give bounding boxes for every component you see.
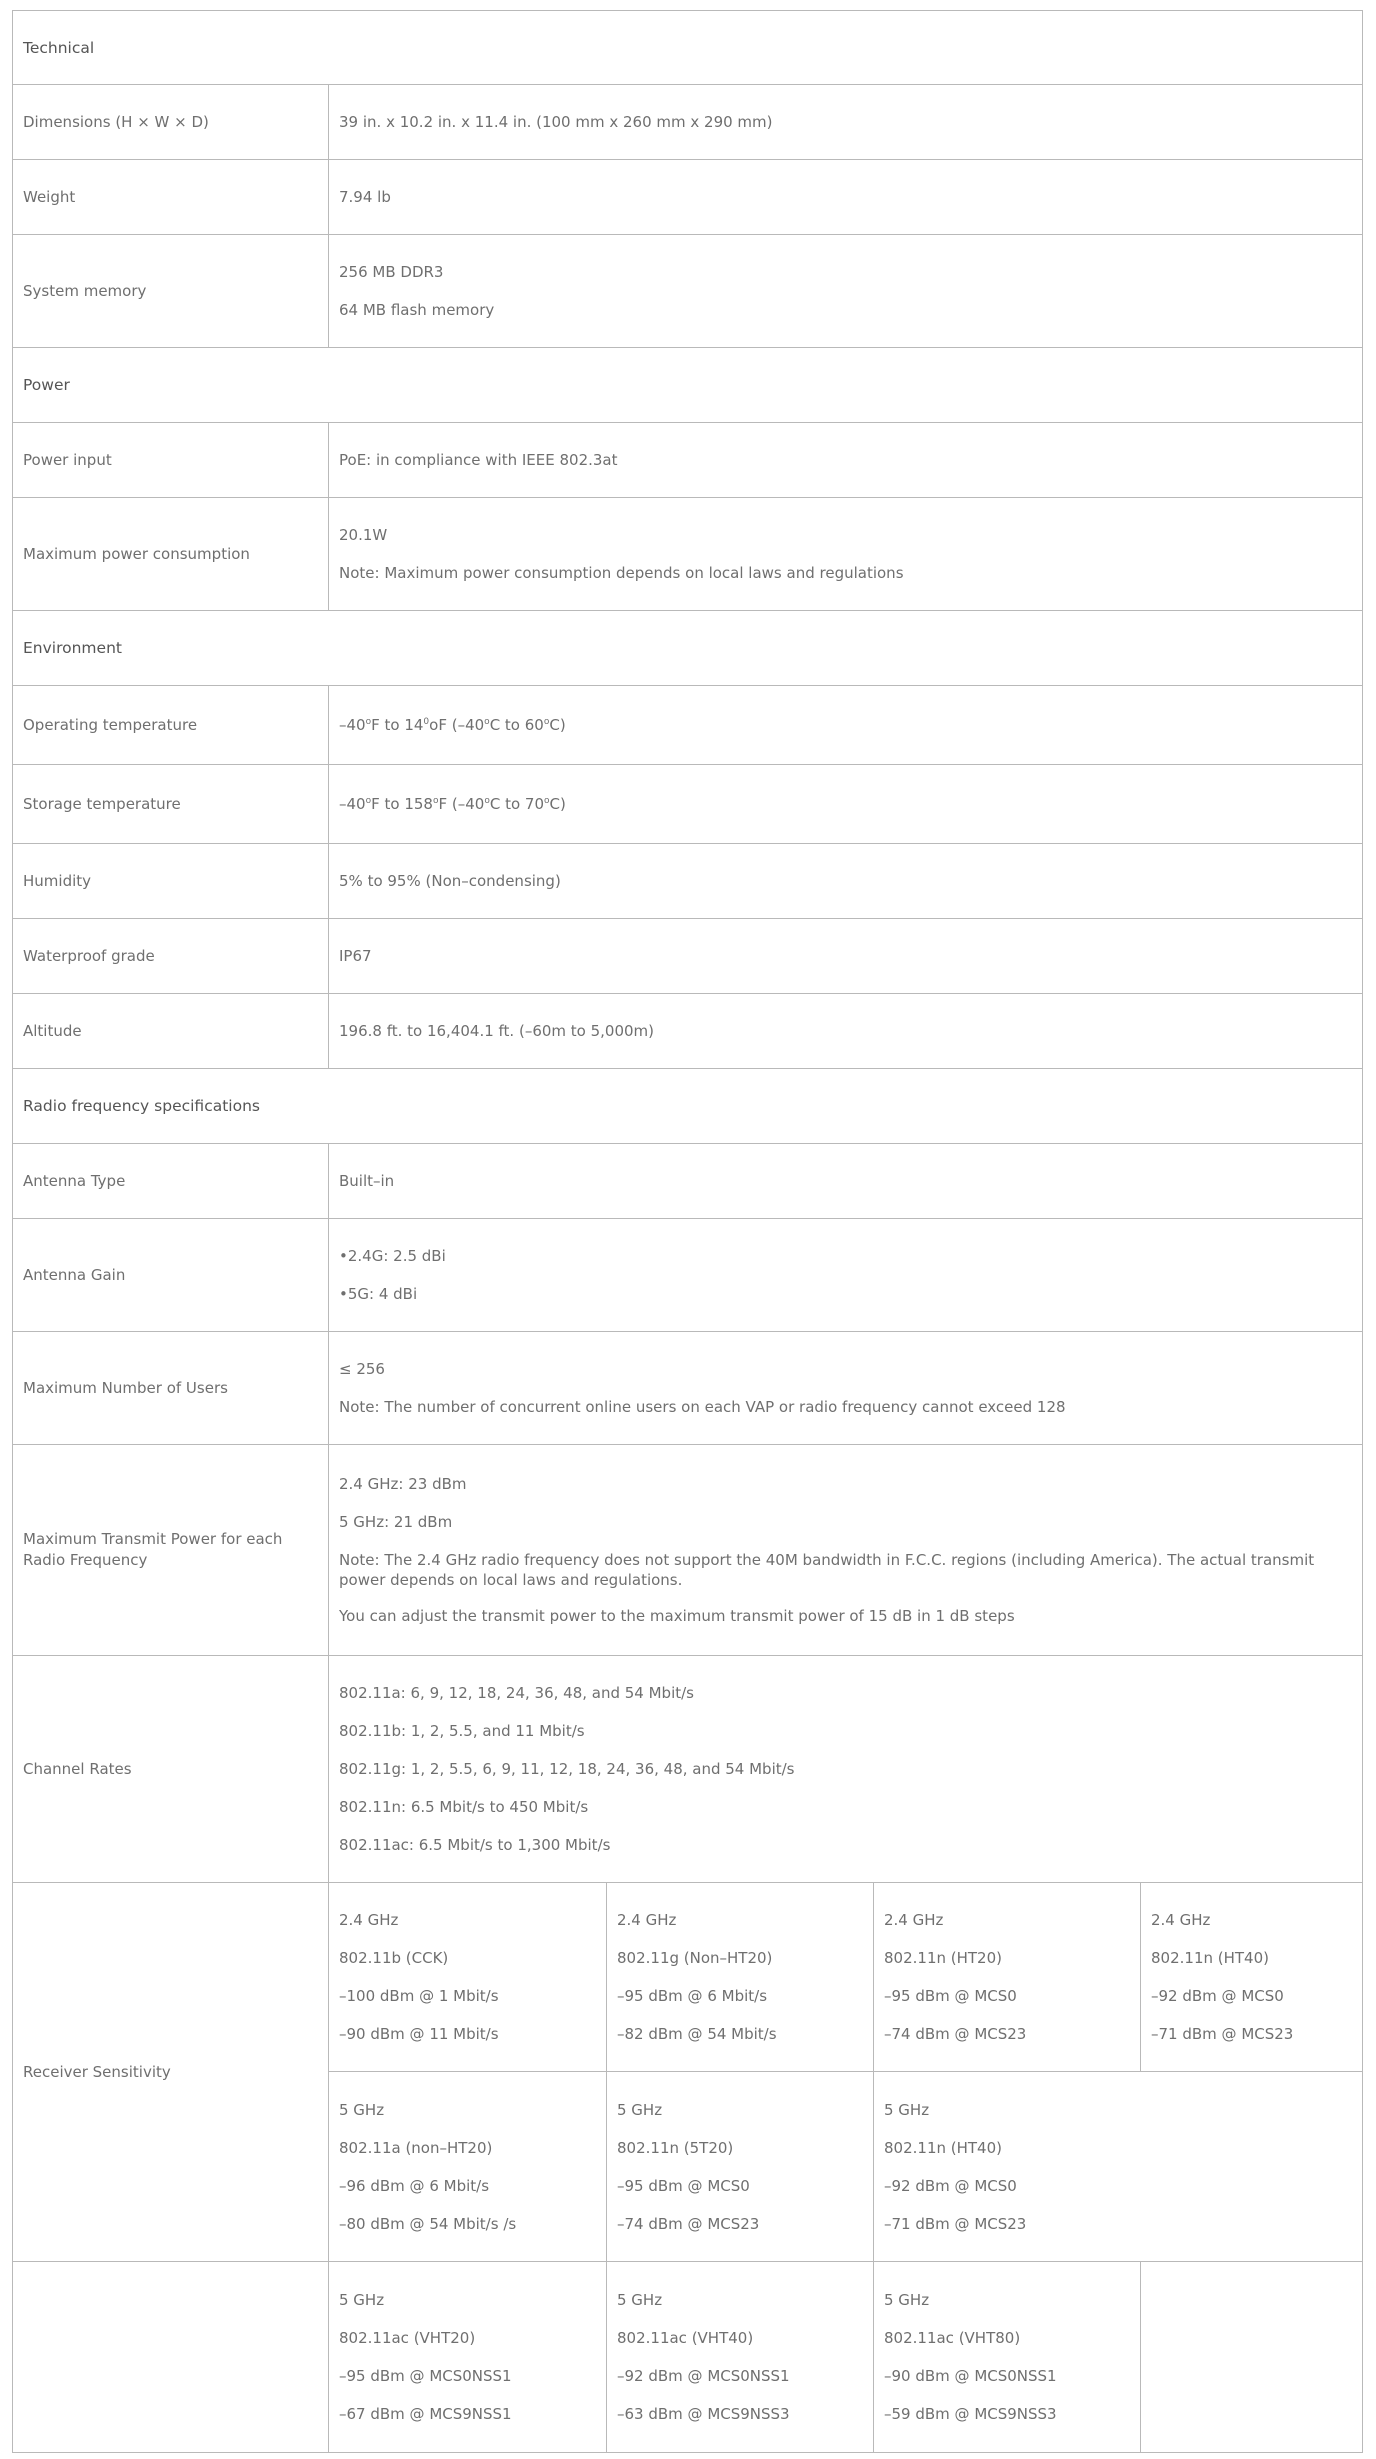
spec-value <box>329 498 1362 610</box>
spec-row-receiver-sensitivity-ac <box>12 2262 1363 2453</box>
sensitivity-cell: 2.4 GHz 802.11g (Non–HT20) –95 dBm @ 6 Mbit/s –82 dBm @ 54 Mbit/s <box>607 1883 874 2071</box>
spec-label: Dimensions (H × W × D) <box>13 85 329 159</box>
value-text: 256 MB DDR3 <box>339 263 444 281</box>
value-text: 802.11ac: 6.5 Mbit/s to 1,300 Mbit/s <box>339 1836 611 1854</box>
spec-value <box>329 1219 1362 1331</box>
section-title: Environment <box>23 639 122 657</box>
spec-label: Receiver Sensitivity <box>13 1883 329 2261</box>
spec-row-dimensions <box>12 85 1363 160</box>
value-text: Note: The 2.4 GHz radio frequency does not support the 40M bandwidth in F.C.C. regions (including America). The actual transmit power depends on local laws and regulations. <box>339 1551 1315 1589</box>
spec-value <box>329 1332 1362 1444</box>
value-text: IP67 <box>339 947 372 965</box>
value-text: 802.11b: 1, 2, 5.5, and 11 Mbit/s <box>339 1722 585 1740</box>
spec-label: System memory <box>13 235 329 347</box>
spec-value <box>329 1445 1362 1655</box>
spec-row-antenna-type <box>12 1144 1363 1219</box>
spec-row-memory <box>12 235 1363 348</box>
spec-value <box>329 160 1362 234</box>
spec-row-weight <box>12 160 1363 235</box>
spec-row-channel-rates <box>12 1656 1363 1883</box>
spec-row-max-users <box>12 1332 1363 1445</box>
spec-label: Antenna Type <box>13 1144 329 1218</box>
spec-value <box>329 919 1362 993</box>
section-title: Radio frequency specifications <box>23 1097 260 1115</box>
value-text: Note: The number of concurrent online users on each VAP or radio frequency cannot exceed 128 <box>339 1398 1066 1416</box>
value-text: Built–in <box>339 1172 395 1190</box>
value-text: 196.8 ft. to 16,404.1 ft. (–60m to 5,000m) <box>339 1022 655 1040</box>
sensitivity-row-2 <box>329 2072 1362 2261</box>
value-text: •5G: 4 dBi <box>339 1285 418 1303</box>
value-text: –40$^o$F to $14^0oF$ (–40$^o$C to 60$^o$C) <box>339 716 566 734</box>
sensitivity-cell-empty <box>1141 2262 1362 2452</box>
sensitivity-grid <box>329 1883 1362 2261</box>
value-text: 64 MB flash memory <box>339 301 495 319</box>
value-text: Note: Maximum power consumption depends on local laws and regulations <box>339 564 904 582</box>
spec-row-transmit-power <box>12 1445 1363 1656</box>
spec-label: Maximum Transmit Power for each Radio Frequency <box>13 1445 329 1655</box>
value-text: 7.94 lb <box>339 188 391 206</box>
value-text: ≤ 256 <box>339 1360 385 1378</box>
spec-row-humidity <box>12 844 1363 919</box>
spec-value <box>329 765 1362 843</box>
sensitivity-cell: 2.4 GHz 802.11n (HT40) –92 dBm @ MCS0 –71 dBm @ MCS23 <box>1151 1911 1294 2043</box>
spec-label-empty <box>13 2262 329 2452</box>
value-text: 802.11a: 6, 9, 12, 18, 24, 36, 48, and 54 Mbit/s <box>339 1684 694 1702</box>
value-text: 5% to 95% (Non–condensing) <box>339 872 561 890</box>
section-environment <box>12 611 1363 686</box>
spec-label: Operating temperature <box>13 686 329 764</box>
spec-row-receiver-sensitivity <box>12 1883 1363 2262</box>
spec-label: Maximum Number of Users <box>13 1332 329 1444</box>
spec-label: Storage temperature <box>13 765 329 843</box>
value-text: 39 in. x 10.2 in. x 11.4 in. (100 mm x 260 mm x 290 mm) <box>339 113 773 131</box>
spec-row-power-consumption <box>12 498 1363 611</box>
spec-label: Maximum power consumption <box>13 498 329 610</box>
value-text: 802.11n: 6.5 Mbit/s to 450 Mbit/s <box>339 1798 589 1816</box>
spec-value <box>329 1656 1362 1882</box>
spec-label: Antenna Gain <box>13 1219 329 1331</box>
section-title: Power <box>23 376 70 394</box>
sensitivity-cell: 5 GHz 802.11ac (VHT80) –90 dBm @ MCS0NSS1 –59 dBm @ MCS9NSS3 <box>874 2262 1141 2452</box>
sensitivity-cell: 5 GHz 802.11a (non–HT20) –96 dBm @ 6 Mbit/s –80 dBm @ 54 Mbit/s /s <box>329 2072 607 2261</box>
value-text: 802.11g: 1, 2, 5.5, 6, 9, 11, 12, 18, 24, 36, 48, and 54 Mbit/s <box>339 1760 795 1778</box>
sensitivity-row-1 <box>329 1883 1362 2072</box>
spec-value <box>329 423 1362 497</box>
section-radio <box>12 1069 1363 1144</box>
spec-row-altitude <box>12 994 1363 1069</box>
section-power <box>12 348 1363 423</box>
spec-row-storage-temperature <box>12 765 1363 844</box>
spec-value <box>329 85 1362 159</box>
spec-label: Humidity <box>13 844 329 918</box>
value-text: You can adjust the transmit power to the maximum transmit power of 15 dB in 1 dB steps <box>339 1607 1015 1625</box>
spec-value <box>329 994 1362 1068</box>
spec-value <box>329 844 1362 918</box>
section-title: Technical <box>23 38 95 57</box>
sensitivity-cell: 5 GHz 802.11ac (VHT20) –95 dBm @ MCS0NSS1 –67 dBm @ MCS9NSS1 <box>329 2262 607 2452</box>
spec-label: Weight <box>13 160 329 234</box>
section-technical <box>12 10 1363 85</box>
sensitivity-cell: 2.4 GHz 802.11b (CCK) –100 dBm @ 1 Mbit/s –90 dBm @ 11 Mbit/s <box>329 1883 607 2071</box>
sensitivity-cell: 2.4 GHz 802.11n (HT20) –95 dBm @ MCS0 –74 dBm @ MCS23 <box>874 1883 1141 2071</box>
spec-value <box>329 686 1362 764</box>
spec-row-power-input <box>12 423 1363 498</box>
sensitivity-cell: 5 GHz 802.11n (HT40) –92 dBm @ MCS0 –71 dBm @ MCS23 <box>884 2100 1027 2233</box>
spec-table <box>12 10 1363 2453</box>
spec-value <box>329 235 1362 347</box>
sensitivity-cell: 5 GHz 802.11n (5T20) –95 dBm @ MCS0 –74 dBm @ MCS23 <box>607 2072 874 2261</box>
spec-value <box>329 1144 1362 1218</box>
value-text: 5 GHz: 21 dBm <box>339 1513 453 1531</box>
spec-label: Waterproof grade <box>13 919 329 993</box>
value-text: •2.4G: 2.5 dBi <box>339 1247 446 1265</box>
value-text: 2.4 GHz: 23 dBm <box>339 1475 467 1493</box>
spec-label: Altitude <box>13 994 329 1068</box>
spec-row-antenna-gain <box>12 1219 1363 1332</box>
value-text: 20.1W <box>339 526 388 544</box>
spec-label: Power input <box>13 423 329 497</box>
spec-label: Channel Rates <box>13 1656 329 1882</box>
sensitivity-row-3 <box>329 2262 1362 2452</box>
value-text: –40$^o$F to 158$^o$F (–40$^o$C to 70$^o$C) <box>339 795 566 813</box>
value-text: PoE: in compliance with IEEE 802.3at <box>339 451 618 469</box>
spec-row-waterproof <box>12 919 1363 994</box>
sensitivity-cell: 5 GHz 802.11ac (VHT40) –92 dBm @ MCS0NSS1 –63 dBm @ MCS9NSS3 <box>607 2262 874 2452</box>
spec-row-operating-temperature <box>12 686 1363 765</box>
